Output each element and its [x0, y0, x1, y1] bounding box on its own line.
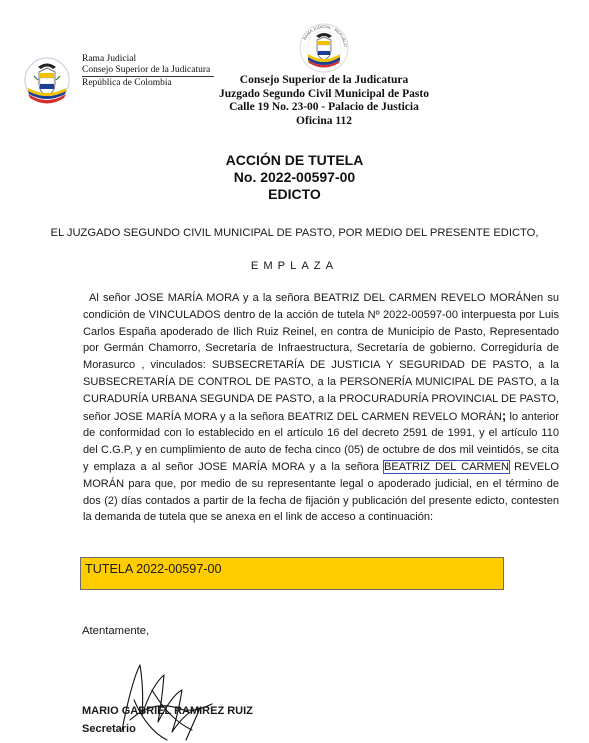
court-header-line-2: Juzgado Segundo Civil Municipal de Pasto	[219, 87, 429, 100]
rama-judicial-text	[82, 54, 214, 89]
divider	[82, 76, 214, 77]
seal-ring-text: RAMA JUDICIAL · REPUBLIC	[301, 23, 349, 48]
org-line-2: Consejo Superior de la Judicatura	[82, 65, 211, 75]
highlighted-name: BEATRIZ DEL CARMEN	[384, 460, 510, 473]
document-type: EDICTO	[268, 186, 321, 202]
emplaza-heading: EMPLAZA	[250, 260, 339, 272]
tutela-link-box[interactable]	[80, 557, 504, 590]
signer-role: Secretario	[82, 723, 136, 735]
court-header-line-1: Consejo Superior de la Judicatura	[239, 74, 409, 86]
court-header-line-3: Calle 19 No. 23-00 - Palacio de Justicia	[229, 101, 419, 113]
org-line-1: Rama Judicial	[82, 54, 137, 64]
body-paragraph	[83, 290, 559, 526]
rama-judicial-header	[22, 54, 222, 108]
org-line-3: República de Colombia	[82, 78, 172, 88]
body-part-2: lo anterior de conformidad con lo establecido en el artículo 16 del decreto 2591 de 1991, y el artículo 110 del C.G.P, y en cumplimiento de auto de fecha cinco (05) de octubre de dos mil veintidós, se cita y emplaza a al señor JOSE MARÍA MORA y a la señora	[83, 410, 559, 473]
closing-text: Atentamente,	[82, 625, 150, 637]
rama-judicial-seal-icon	[298, 22, 350, 74]
court-header-line-4: Oficina 112	[296, 114, 352, 127]
case-number: No. 2022-00597-00	[233, 169, 356, 185]
intro-line: EL JUZGADO SEGUNDO CIVIL MUNICIPAL DE PASTO, POR MEDIO DEL PRESENTE EDICTO,	[50, 227, 539, 239]
court-header	[214, 74, 434, 128]
signer-name: MARIO GABRIEL RAMIREZ RUIZ	[82, 705, 253, 717]
colombia-coat-of-arms-icon	[22, 54, 72, 108]
body-part-1: Al señor JOSE MARÍA MORA y a la señora BEATRIZ DEL CARMEN REVELO MORÁNen su condición de VINCULADOS dentro de la acción de tutela Nº 2022-00597-00 interpuesta por Luis Carlos España apoderado de Ilich Ruiz Reinel, en contra de Municipio de Pasto, Representado por Germán Chamorro, Secretaría de Infraestructura, Secretaría de gobierno. Corregiduría de Morasurco , vinculados: SUBSECRETARÍA DE JUSTICIA Y SEGURIDAD DE PASTO, a la SUBSECRETARÍA DE CONTROL DE PASTO, a la PERSONERÍA MUNICIPAL DE PASTO, a la CURADURÍA URBANA SEGUNDA DE PASTO, a la PROCURADURÍA PROVINCIAL DE PASTO, señor JOSE MARÍA MORA y a la señora BEATRIZ DEL CARMEN REVELO MORÁN	[83, 292, 559, 423]
document-title: ACCIÓN DE TUTELA	[225, 152, 364, 168]
tutela-link-label[interactable]: TUTELA 2022-00597-00	[85, 562, 222, 576]
body-part-3: REVELO MORÁN para que, por medio de su representante legal o apoderado judicial, en el término de dos (2) días contados a partir de la fecha de fijación y publicación del presente edicto, contesten la demanda de tutela que se anexa en el link de acceso a continuación:	[83, 460, 559, 524]
body-semicolon: ;	[501, 407, 507, 423]
